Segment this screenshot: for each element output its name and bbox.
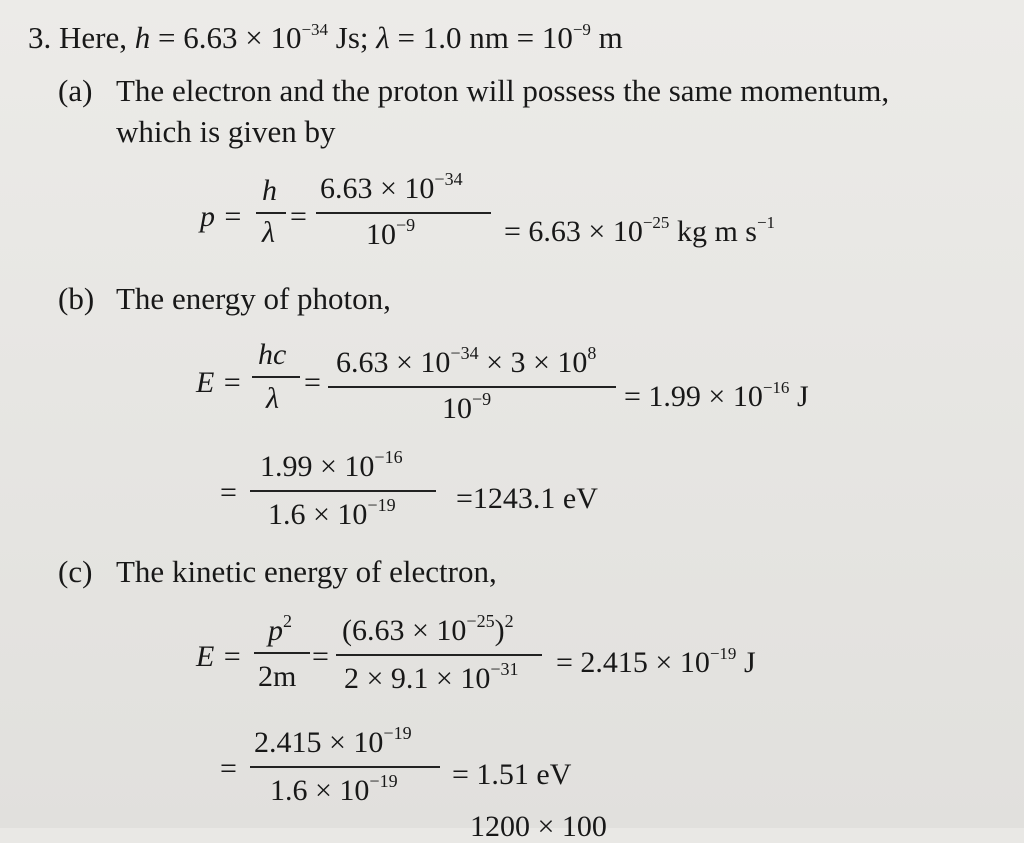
part-b-result-exp: −16: [762, 378, 790, 397]
part-a-result: [504, 213, 776, 248]
part-b-result-unit: J: [789, 380, 809, 413]
part-a-f2-bar: [316, 212, 491, 214]
part-b-f1-bar: [252, 376, 300, 378]
part-b-f2-num-b: × 3 × 10: [478, 346, 588, 379]
part-c-result2: = 1.51 eV: [452, 758, 572, 791]
part-b-f2-bar: [328, 386, 616, 388]
part-b-f1-num: hc: [258, 338, 287, 371]
problem-number: 3.: [28, 20, 52, 55]
part-a-eq1: =: [290, 200, 307, 233]
part-a-label: (a): [58, 73, 93, 108]
part-b-f2-num: [336, 343, 597, 379]
part-c-eq2: =: [220, 752, 237, 785]
part-a-result-exp: −25: [642, 213, 670, 232]
part-c-f1-num-base: p: [268, 614, 283, 647]
part-a-f1-bar: [256, 212, 286, 214]
part-c-f1-num-exp: 2: [283, 611, 292, 631]
h-unit: Js;: [328, 20, 377, 55]
part-b-line1: The energy of photon,: [116, 281, 391, 316]
part-b-f3-den-base: 1.6 × 10: [268, 498, 368, 531]
part-b-result2: =1243.1 eV: [456, 482, 598, 515]
part-b-result: [624, 378, 809, 413]
part-c-result-exp: −19: [709, 644, 737, 663]
part-c-lhs: E =: [196, 640, 243, 673]
part-a-result-base: = 6.63 × 10: [504, 215, 643, 248]
part-c-f1-den-base: 2m: [258, 660, 297, 693]
part-c-f2-num-base: (6.63 × 10: [342, 614, 467, 647]
part-c-result: [556, 644, 756, 679]
part-a-fraction-1: [256, 176, 286, 256]
part-b-f2-num-a: 6.63 × 10: [336, 346, 451, 379]
part-b-f3-num: [260, 447, 403, 483]
part-a-fraction-2: [316, 168, 491, 258]
part-b-f1-den: λ: [266, 382, 279, 415]
part-c-f3-den-exp: −19: [369, 771, 398, 791]
part-b-fraction-2: [328, 340, 616, 430]
part-b-f2-den-exp: −9: [472, 389, 492, 409]
part-c-label: (c): [58, 554, 93, 589]
part-c-cut-off-line: 1200 × 100: [470, 810, 607, 843]
part-a-f2-num: [320, 169, 463, 205]
part-a-f1-den: λ: [262, 216, 275, 249]
part-c-f2-den-exp: −31: [490, 659, 519, 679]
part-c-fraction-2: [336, 606, 542, 698]
part-a-f2-num-exp: −34: [434, 169, 463, 189]
part-a-line1: The electron and the proton will possess the same momentum,: [116, 73, 890, 108]
part-b-fraction-3: [250, 444, 436, 536]
part-c-f2-num-close-exp: 2: [504, 611, 514, 631]
part-b-f3-bar: [250, 490, 436, 492]
here-word: Here,: [59, 20, 127, 55]
part-b-f3-den-exp: −19: [367, 495, 396, 515]
h-value: = 6.63 × 10: [150, 20, 302, 55]
part-c-f1-num: [268, 611, 292, 647]
part-b-label: (b): [58, 281, 95, 316]
part-c-f3-num-exp: −19: [383, 723, 412, 743]
part-c-line1: The kinetic energy of electron,: [116, 554, 497, 589]
part-c-f2-bar: [336, 654, 542, 656]
part-b-f2-num-exp1: −34: [450, 343, 479, 363]
part-b-f3-num-base: 1.99 × 10: [260, 450, 375, 483]
part-b-fraction-1: [252, 340, 300, 422]
part-c-f1-bar: [254, 652, 310, 654]
part-b-f2-den-base: 10: [442, 392, 472, 425]
h-exponent: −34: [301, 20, 329, 39]
part-c-f1-den: [258, 662, 296, 692]
part-a-lhs: p =: [200, 200, 243, 233]
part-c-f2-num-exp: −25: [466, 611, 495, 631]
part-a-f2-den-base: 10: [366, 218, 396, 251]
part-c-f2-den-base: 2 × 9.1 × 10: [344, 662, 491, 695]
part-c-f3-bar: [250, 766, 440, 768]
part-c-f3-num-base: 2.415 × 10: [254, 726, 384, 759]
part-c-fraction-3: [250, 720, 440, 812]
part-b-f2-num-exp2: 8: [587, 343, 597, 363]
part-a-f2-den: [366, 215, 416, 251]
part-a-result-unit-exp: −1: [756, 213, 776, 232]
part-b-eq1: =: [304, 366, 321, 399]
lambda-unit: m: [590, 20, 623, 55]
part-c-f2-den: [344, 659, 519, 695]
part-c-f3-den: [270, 771, 398, 807]
part-c-fraction-1: [254, 608, 310, 698]
part-a-f1-num: h: [262, 174, 277, 207]
part-c-f3-den-base: 1.6 × 10: [270, 774, 370, 807]
part-a-f2-den-exp: −9: [396, 215, 416, 235]
problem-header: [28, 22, 623, 53]
part-c-f2-num: [342, 611, 514, 647]
part-b-f2-den: [442, 389, 492, 425]
part-c-f2-num-close: ): [494, 614, 505, 647]
part-c-result-base: = 2.415 × 10: [556, 646, 710, 679]
part-b-f3-den: [268, 495, 396, 531]
part-c-f3-num: [254, 723, 412, 759]
lambda-exponent: −9: [572, 20, 591, 39]
part-a-f2-num-base: 6.63 × 10: [320, 172, 435, 205]
part-b-f3-num-exp: −16: [374, 447, 403, 467]
lambda-value: = 1.0 nm = 10: [389, 20, 573, 55]
part-a-result-unit: kg m s: [669, 215, 757, 248]
part-b-result-base: = 1.99 × 10: [624, 380, 763, 413]
part-a-line2: which is given by: [116, 114, 336, 149]
lambda-symbol: λ: [376, 20, 390, 55]
part-b-eq2: =: [220, 476, 237, 509]
part-c-result-unit: J: [736, 646, 756, 679]
part-b-lhs: E =: [196, 366, 243, 399]
part-c-eq1: =: [312, 640, 329, 673]
h-symbol: h: [134, 20, 151, 55]
